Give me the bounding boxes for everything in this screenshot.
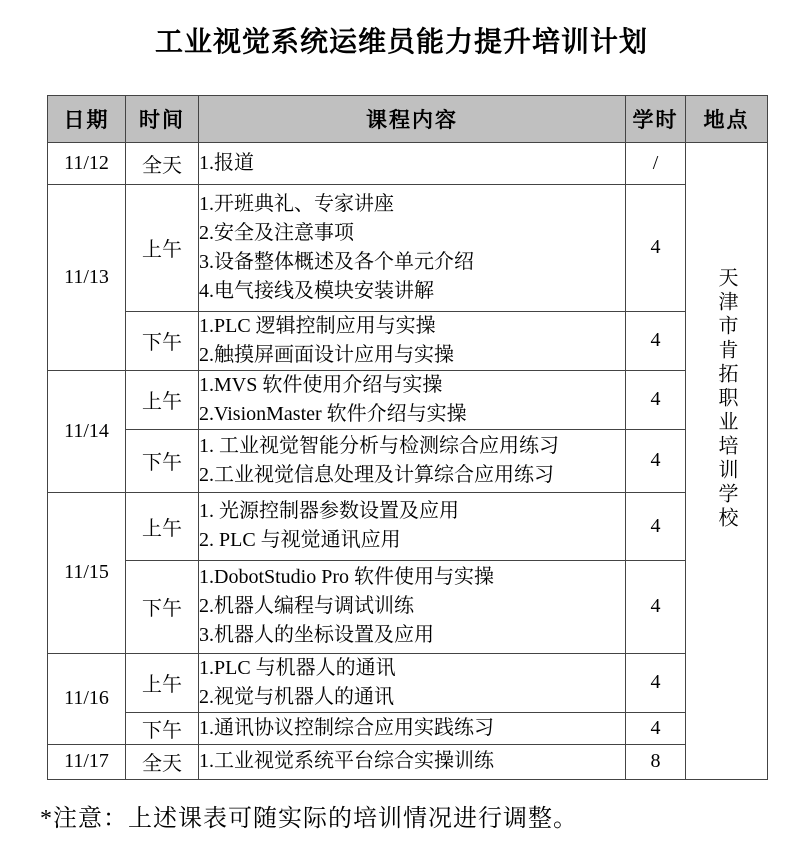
table-row (48, 429, 768, 492)
hours-cell: 8 (626, 744, 686, 779)
content-line: 2.机器人编程与调试训练 (199, 595, 414, 618)
content-line: 2. PLC 与视觉通讯应用 (199, 529, 401, 552)
training-schedule-table (47, 95, 768, 780)
content-cell (199, 429, 626, 492)
content-line: 1.DobotStudio Pro 软件使用与实操 (199, 566, 495, 589)
content-line: 1.PLC 与机器人的通讯 (199, 656, 396, 679)
table-row (48, 653, 768, 712)
content-line: 1. 光源控制器参数设置及应用 (199, 500, 459, 523)
column-header-location: 地点 (686, 95, 768, 142)
date-cell: 11/12 (48, 142, 126, 184)
hours-cell: 4 (626, 429, 686, 492)
column-header-time: 时间 (126, 95, 199, 142)
content-line: 1.通讯协议控制综合应用实践练习 (199, 716, 494, 739)
content-line: 3.机器人的坐标设置及应用 (199, 624, 434, 647)
location-cell (686, 142, 768, 779)
content-cell (199, 311, 626, 370)
table-row (48, 311, 768, 370)
column-header-content: 课程内容 (199, 95, 626, 142)
table-row (48, 492, 768, 560)
content-line: 2.触摸屏画面设计应用与实操 (199, 343, 454, 366)
hours-cell: 4 (626, 311, 686, 370)
content-line: 1.MVS 软件使用介绍与实操 (199, 373, 443, 396)
content-line: 4.电气接线及模块安装讲解 (199, 279, 434, 302)
page-title: 工业视觉系统运维员能力提升培训计划 (154, 27, 648, 58)
hours-cell: 4 (626, 560, 686, 653)
table-row (48, 712, 768, 744)
content-line: 2.VisionMaster 软件介绍与实操 (199, 402, 467, 425)
table-row (48, 560, 768, 653)
hours-cell: 4 (626, 184, 686, 311)
time-cell: 下午 (126, 429, 199, 492)
location-vertical-text: 天津市肯拓职业培训学校 (715, 266, 737, 531)
content-line: 1.工业视觉系统平台综合实操训练 (199, 750, 494, 773)
date-cell: 11/16 (48, 653, 126, 744)
content-line: 1.报道 (199, 151, 254, 174)
time-cell: 下午 (126, 311, 199, 370)
table-row (48, 184, 768, 311)
content-line: 2.视觉与机器人的通讯 (199, 685, 394, 708)
content-cell (199, 370, 626, 429)
date-cell: 11/17 (48, 744, 126, 779)
content-line: 3.设备整体概述及各个单元介绍 (199, 250, 474, 273)
time-cell: 全天 (126, 142, 199, 184)
content-line: 1. 工业视觉智能分析与检测综合应用练习 (199, 434, 559, 457)
content-line: 2.工业视觉信息处理及计算综合应用练习 (199, 463, 554, 486)
content-cell (199, 492, 626, 560)
table-row (48, 744, 768, 779)
hours-cell: 4 (626, 370, 686, 429)
time-cell: 上午 (126, 492, 199, 560)
table-row (48, 142, 768, 184)
content-cell (199, 184, 626, 311)
time-cell: 下午 (126, 560, 199, 653)
column-header-hours: 学时 (626, 95, 686, 142)
content-line: 1.开班典礼、专家讲座 (199, 192, 394, 215)
hours-cell: 4 (626, 712, 686, 744)
content-cell (199, 142, 626, 184)
date-cell: 11/13 (48, 184, 126, 370)
hours-cell: / (626, 142, 686, 184)
content-cell (199, 712, 626, 744)
content-line: 1.PLC 逻辑控制应用与实操 (199, 314, 436, 337)
content-cell (199, 560, 626, 653)
time-cell: 全天 (126, 744, 199, 779)
time-cell: 上午 (126, 653, 199, 712)
hours-cell: 4 (626, 653, 686, 712)
content-cell (199, 653, 626, 712)
time-cell: 下午 (126, 712, 199, 744)
table-header-row (48, 95, 768, 142)
footnote: *注意：上述课表可随实际的培训情况进行调整。 (40, 805, 578, 832)
date-cell: 11/15 (48, 492, 126, 653)
date-cell: 11/14 (48, 370, 126, 492)
table-row (48, 370, 768, 429)
time-cell: 上午 (126, 370, 199, 429)
column-header-date: 日期 (48, 95, 126, 142)
content-cell (199, 744, 626, 779)
hours-cell: 4 (626, 492, 686, 560)
content-line: 2.安全及注意事项 (199, 221, 354, 244)
time-cell: 上午 (126, 184, 199, 311)
